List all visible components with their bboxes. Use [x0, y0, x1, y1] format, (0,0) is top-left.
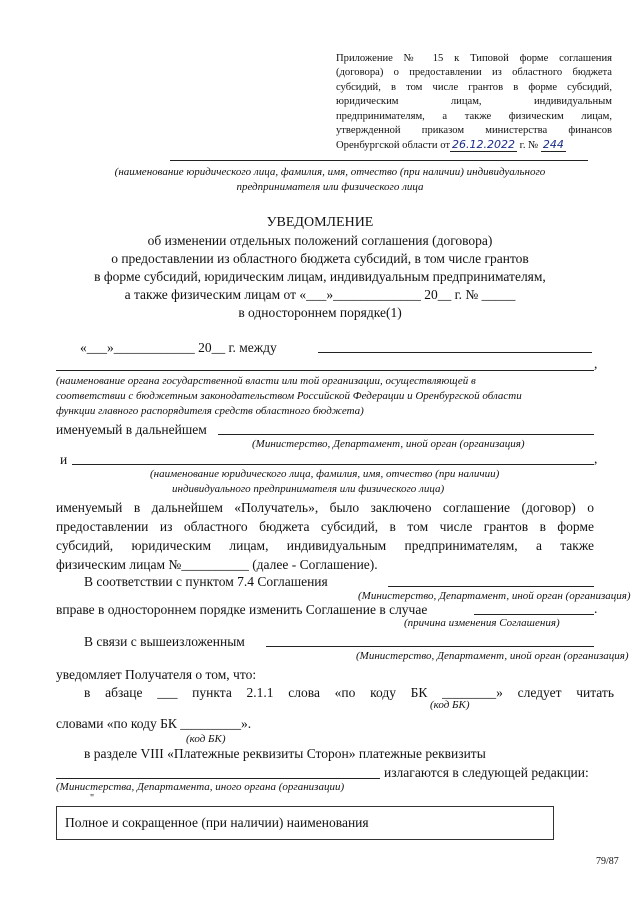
paragraph-line: субсидий, юридическим лицам, индивидуальным предпринимателям, а также — [56, 538, 594, 553]
ministry-caption: (Министерство, Департамент, иной орган (организация) — [356, 650, 629, 662]
reason-fill-line — [474, 614, 594, 615]
requisites-fill-line — [56, 778, 380, 779]
recipient-caption: предпринимателя или физического лица — [236, 181, 424, 193]
page-number: 79/87 — [596, 856, 619, 867]
agreement-date-line: «___»____________ 20__ г. между — [80, 340, 277, 355]
name-box — [56, 806, 554, 840]
authority-caption: соответствии с бюджетным законодательством Российской Федерации и Оренбургской области — [56, 390, 522, 402]
appendix-line: субсидий, в том числе грантов в форме субсидий, — [336, 81, 612, 93]
authority-caption: (наименование органа государственной власти или той организации, осуществляющей в — [56, 375, 476, 387]
between-fill-line — [318, 352, 592, 353]
comma-mark: , — [594, 451, 598, 466]
appendix-line: (договора) о предоставлении из областного бюджета — [336, 67, 612, 79]
ministry-caption: (Министерство, Департамент, иной орган (организация) — [358, 590, 631, 602]
subtitle-line: в одностороннем порядке(1) — [238, 305, 402, 320]
edition-text: излагаются в следующей редакции: — [384, 765, 589, 780]
period-mark: . — [594, 601, 598, 616]
authority-fill-line — [56, 370, 594, 371]
clause-reference: В соответствии с пунктом 7.4 Соглашения — [84, 574, 328, 589]
kbk-caption: (код БК) — [186, 733, 226, 745]
subtitle-line: а также физическим лицам от «___»_____________ 20__ г. № _____ — [124, 287, 516, 302]
section-line: в разделе VIII «Платежные реквизиты Сторон» платежные реквизиты — [84, 746, 486, 761]
and-fill-line — [72, 464, 594, 465]
named-fill-line — [218, 434, 594, 435]
subtitle-line: в форме субсидий, юридическим лицам, индивидуальным предпринимателям, — [94, 269, 546, 284]
change-right-text: вправе в одностороннем порядке изменить Соглашение в случае — [56, 602, 428, 617]
handwritten-date: 26.12.2022 — [452, 138, 516, 152]
quote-mark: " — [90, 793, 95, 804]
comma-mark: , — [594, 356, 598, 371]
appendix-line: юридическим лицам, индивидуальным — [336, 96, 612, 108]
document-title: УВЕДОМЛЕНИЕ — [266, 215, 374, 230]
authority-caption: функции главного распорядителя средств областного бюджета) — [56, 405, 364, 417]
recipient-line — [170, 160, 588, 161]
appendix-number-prefix: г. № — [519, 140, 539, 152]
notify-text: уведомляет Получателя о том, что: — [56, 667, 257, 682]
kbk-caption: (код БК) — [430, 699, 470, 711]
ministry-caption: (Министерство, Департамент, иной орган (организация) — [252, 438, 525, 450]
appendix-last-line — [336, 138, 612, 153]
recipient-caption: (наименование юридического лица, фамилия, имя, отчество (при наличии) индивидуального — [114, 166, 546, 178]
appendix-line: утвержденной приказом министерства финансов — [336, 124, 612, 136]
words-line: словами «по коду БК _________». — [56, 716, 252, 731]
paragraph-line: предоставлении из областного бюджета субсидий, в том числе грантов в форме — [56, 519, 594, 534]
appendix-line: Приложение № 15 к Типовой форме соглашения — [336, 53, 612, 64]
consequence-text: В связи с вышеизложенным — [84, 634, 245, 649]
consequence-fill-line — [266, 646, 594, 647]
handwritten-number: 244 — [542, 138, 564, 152]
appendix-line: предпринимателям, а также физическим лицам, — [336, 110, 612, 122]
paragraph-clause-line: в абзаце ___ пункта 2.1.1 слова «по коду БК ________» следует читать — [84, 685, 614, 700]
ministry-caption: (Министерства, Департамента, иного органа (организации) — [56, 781, 345, 793]
legal-caption: индивидуального предпринимателя или физического лица) — [172, 483, 445, 495]
reason-caption: (причина изменения Соглашения) — [404, 617, 560, 629]
and-label: и — [60, 452, 68, 467]
appendix-note — [336, 52, 612, 154]
clause-fill-line — [388, 586, 594, 587]
appendix-last-prefix: Оренбургской области от — [336, 140, 451, 152]
box-label: Полное и сокращенное (при наличии) наименования — [65, 815, 369, 830]
named-label: именуемый в дальнейшем — [56, 422, 207, 437]
paragraph-line: физическим лицам №__________ (далее - Соглашение). — [56, 557, 378, 572]
subtitle-line: об изменении отдельных положений соглашения (договора) — [147, 233, 493, 248]
paragraph-line: именуемый в дальнейшем «Получатель», было заключено соглашение (договор) о — [56, 500, 594, 515]
legal-caption: (наименование юридического лица, фамилия, имя, отчество (при наличии) — [150, 468, 500, 480]
subtitle-line: о предоставлении из областного бюджета субсидий, в том числе грантов — [111, 251, 529, 266]
